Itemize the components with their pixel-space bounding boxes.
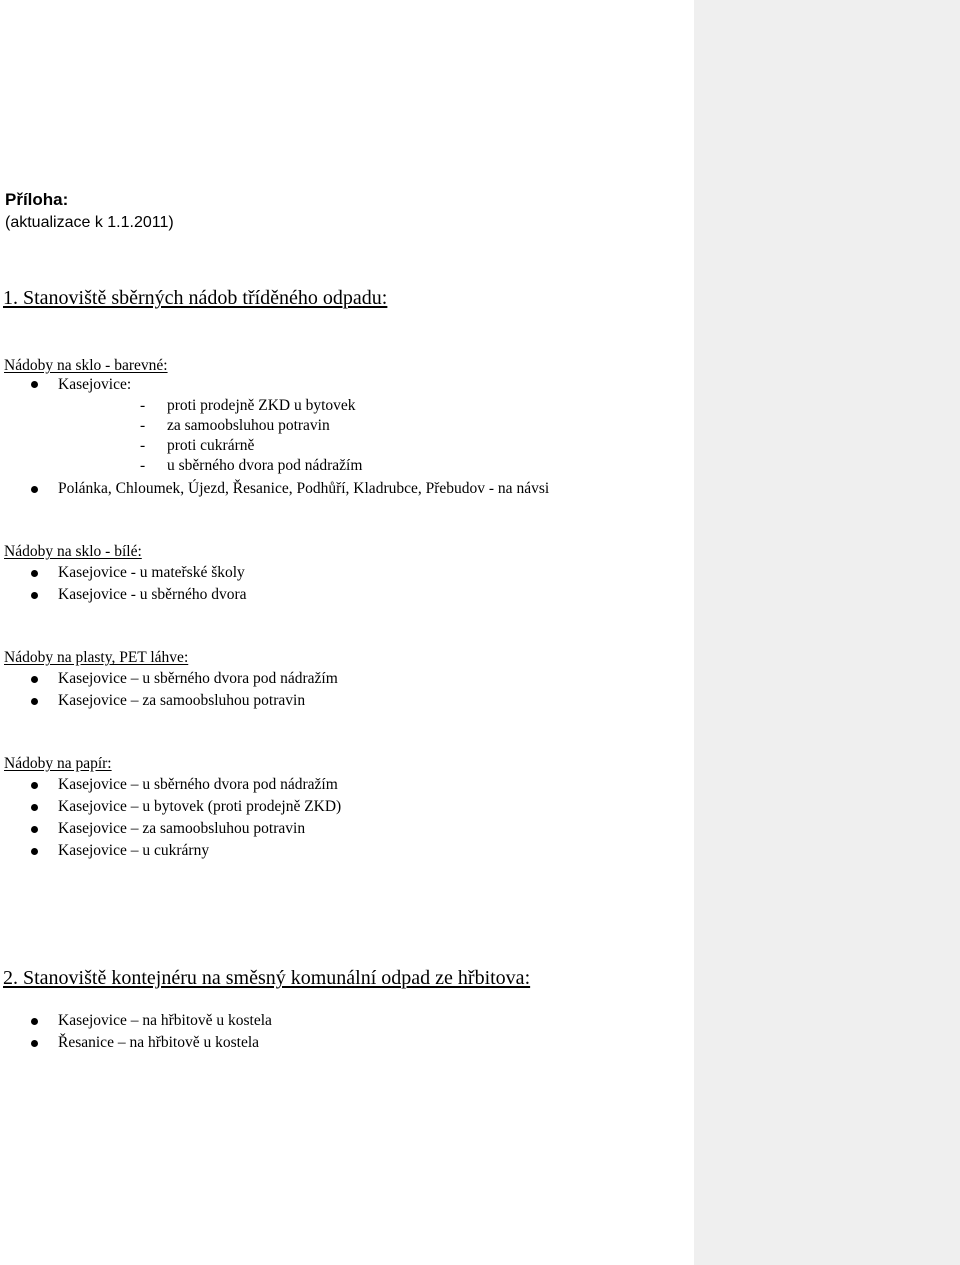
sub-list-item: proti prodejně ZKD u bytovek (167, 397, 356, 414)
dash-marker: - (140, 417, 146, 434)
list-item: Kasejovice – na hřbitově u kostela (58, 1012, 272, 1029)
list-item: Polánka, Chloumek, Újezd, Řesanice, Podhůří, Kladrubce, Přebudov - na návsi (58, 480, 550, 497)
bullet-icon (31, 826, 38, 833)
list-item: Kasejovice – u cukrárny (58, 842, 210, 859)
section-heading-cemetery-container: 2. Stanoviště kontejnéru na směsný komunální odpad ze hřbitova: (3, 967, 531, 989)
list-item: Kasejovice – za samoobsluhou potravin (58, 820, 306, 837)
list-item: Kasejovice - u mateřské školy (58, 564, 245, 581)
list-item: Kasejovice – u sběrného dvora pod nádražím (58, 776, 338, 793)
appendix-update-date: (aktualizace k 1.1.2011) (5, 214, 174, 231)
bullet-icon (31, 782, 38, 789)
bullet-icon (31, 676, 38, 683)
list-item: Kasejovice - u sběrného dvora (58, 586, 247, 603)
list-item: Kasejovice: (58, 376, 132, 393)
sub-list-item: za samoobsluhou potravin (167, 417, 330, 434)
bullet-icon (31, 848, 38, 855)
comment-margin-panel (694, 0, 960, 1265)
list-item: Kasejovice – za samoobsluhou potravin (58, 692, 306, 709)
list-item: Kasejovice – u sběrného dvora pod nádražím (58, 670, 338, 687)
list-item: Řesanice – na hřbitově u kostela (58, 1034, 260, 1051)
section-heading-collection-points: 1. Stanoviště sběrných nádob tříděného odpadu: (3, 287, 388, 309)
bullet-icon (31, 381, 38, 388)
group-heading-paper: Nádoby na papír: (4, 755, 112, 772)
dash-marker: - (140, 397, 146, 414)
bullet-icon (31, 1040, 38, 1047)
dash-marker: - (140, 437, 146, 454)
bullet-icon (31, 570, 38, 577)
sub-list-item: u sběrného dvora pod nádražím (167, 457, 363, 474)
list-item: Kasejovice – u bytovek (proti prodejně ZKD) (58, 798, 342, 815)
sub-list-item: proti cukrárně (167, 437, 255, 454)
group-heading-plastics: Nádoby na plasty, PET láhve: (4, 649, 189, 666)
bullet-icon (31, 1018, 38, 1025)
appendix-title: Příloha: (5, 190, 69, 209)
group-heading-glass-white: Nádoby na sklo - bílé: (4, 543, 142, 560)
bullet-icon (31, 592, 38, 599)
bullet-icon (31, 698, 38, 705)
bullet-icon (31, 486, 38, 493)
bullet-icon (31, 804, 38, 811)
group-heading-glass-colored: Nádoby na sklo - barevné: (4, 357, 168, 374)
dash-marker: - (140, 457, 146, 474)
